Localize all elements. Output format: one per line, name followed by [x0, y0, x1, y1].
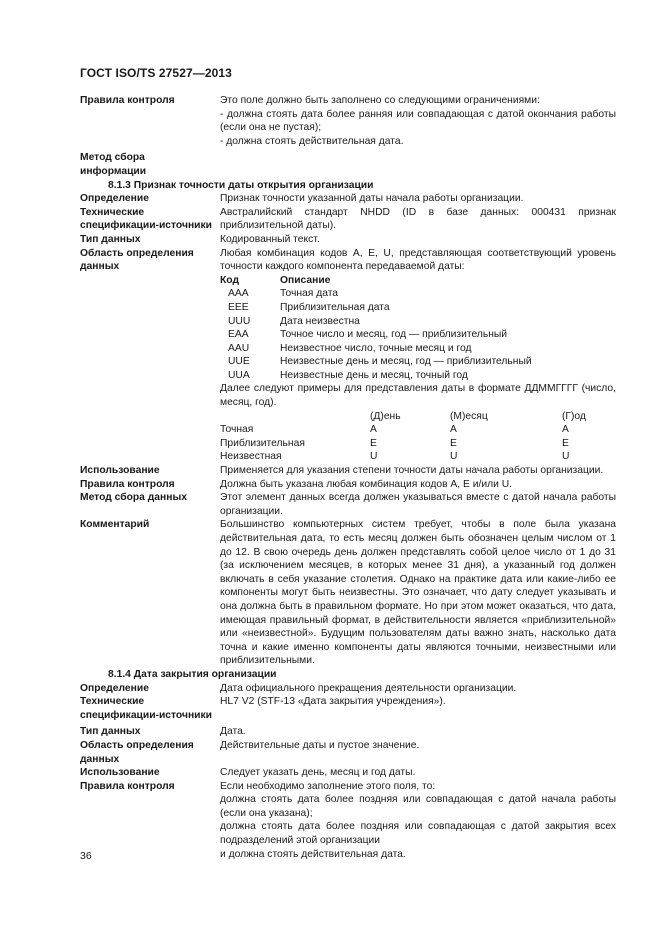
examples-header-cell: (М)есяц — [450, 410, 488, 422]
field-value: Должна быть указана любая комбинация кодов А, Е и/или U. — [220, 478, 513, 490]
field-value — [210, 151, 616, 178]
field-value — [220, 780, 616, 862]
field-label: Комментарий — [80, 519, 150, 531]
examples-header-cell — [220, 410, 370, 424]
field-tech-spec — [80, 695, 616, 722]
example-cell: A — [370, 424, 377, 436]
code-cell: AAA — [228, 288, 249, 300]
field-label: Правила контроля — [80, 95, 175, 106]
field-control-rules — [80, 94, 616, 148]
example-cell: E — [562, 437, 569, 449]
example-cell: U — [562, 451, 570, 463]
examples-header-cell: (Г)од — [562, 410, 586, 422]
field-label: Область определения данных — [80, 247, 194, 273]
example-cell: E — [370, 437, 377, 449]
field-value: Дата официального прекращения деятельности организации. — [220, 682, 517, 694]
code-cell: UUU — [228, 315, 251, 327]
code-desc: Дата неизвестна — [280, 315, 360, 327]
field-comment — [80, 518, 616, 668]
example-label: Точная — [220, 424, 254, 436]
rule-line: и должна стоять действительная дата. — [220, 848, 406, 860]
domain-text: Любая комбинация кодов А, Е, U, представляющая соответствующий уровень точности каждого компонента передаваемой даты: — [220, 247, 616, 273]
code-desc: Неизвестное число, точные месяц и год — [280, 342, 472, 354]
rule-line: должна стоять дата более поздняя или совпадающая с датой закрытия всех подразделений этой организации — [220, 821, 616, 847]
field-control-rules — [80, 478, 616, 492]
code-desc: Точная дата — [280, 288, 339, 300]
field-collection-method — [80, 151, 616, 178]
rule-line: - должна стоять действительная дата. — [220, 135, 404, 147]
field-label: Область определения данных — [80, 739, 194, 765]
example-cell: U — [370, 451, 378, 463]
field-value: Признак точности указанной даты начала работы организации. — [220, 193, 524, 205]
field-definition — [80, 682, 616, 696]
field-label: Правила контроля — [80, 780, 175, 792]
field-usage — [80, 766, 616, 780]
example-label: Приблизительная — [220, 437, 305, 449]
example-cell: U — [450, 451, 458, 463]
example-label: Неизвестная — [220, 451, 282, 463]
field-value — [220, 94, 616, 148]
field-value: Кодированный текст. — [220, 233, 320, 245]
field-value: Австралийский стандарт NHDD (ID в базе данных: 000431 признак приблизительной даты). — [220, 206, 616, 232]
field-value: Следует указать день, месяц и год даты. — [220, 767, 416, 779]
field-data-type — [80, 725, 616, 739]
field-label: Технические спецификации-источники — [80, 206, 212, 232]
field-usage — [80, 464, 616, 478]
examples-intro: Далее следуют примеры для представления даты в формате ДДММГГГГ (число, месяц, год). — [220, 383, 616, 409]
field-label: Использование — [80, 767, 160, 779]
field-data-domain — [80, 247, 616, 465]
field-value: HL7 V2 (STF-13 «Дата закрытия учреждения»). — [220, 696, 446, 708]
codes-header-desc: Описание — [280, 274, 331, 286]
code-cell: UUA — [228, 369, 250, 381]
rule-line: - должна стоять дата более ранняя или совпадающая с датой окончания работы (если она не пустая); — [220, 108, 616, 134]
field-label: Метод сбора информации — [80, 152, 147, 177]
code-cell: AAU — [228, 342, 250, 354]
field-label: Использование — [80, 465, 160, 477]
field-definition — [80, 192, 616, 206]
document-body — [80, 94, 616, 861]
field-label: Метод сбора данных — [80, 492, 187, 504]
field-label: Тип данных — [80, 726, 141, 738]
field-control-rules — [80, 780, 616, 862]
codes-header-code: Код — [220, 274, 239, 286]
page-number: 36 — [80, 850, 92, 862]
rule-line: Если необходимо заполнение этого поля, то: — [220, 780, 436, 792]
field-data-domain — [80, 739, 616, 766]
field-value — [220, 247, 616, 465]
code-cell: UUE — [228, 356, 250, 368]
field-label: Правила контроля — [80, 478, 175, 490]
rule-line: Это поле должно быть заполнено со следующими ограничениями: — [220, 95, 540, 106]
code-cell: EEE — [228, 301, 249, 313]
section-title: 8.1.3 Признак точности даты открытия организации — [108, 179, 374, 191]
code-desc: Неизвестные день и месяц, год — приблизительный — [280, 356, 532, 368]
example-cell: E — [450, 437, 457, 449]
field-label: Определение — [80, 193, 149, 205]
field-data-type — [80, 233, 616, 247]
document-header: ГОСТ ISO/TS 27527—2013 — [80, 66, 232, 80]
field-value: Применяется для указания степени точности даты начала работы организации. — [220, 465, 604, 477]
field-label: Тип данных — [80, 233, 141, 245]
code-desc: Неизвестные день и месяц, точный год — [280, 369, 468, 381]
section-title: 8.1.4 Дата закрытия организации — [108, 668, 277, 680]
field-value: Дата. — [220, 726, 246, 738]
examples-header-cell: (Д)ень — [370, 410, 401, 422]
field-label: Технические спецификации-источники — [80, 696, 212, 721]
codes-table — [220, 274, 616, 383]
field-value: Большинство компьютерных систем требует, чтобы в поле была указана действительная дата, то есть месяц должен быть обозначен целым числом от 1 до 12. В свою очередь день должен представлять собой целое число от 1 до 31 (за исключением месяцев, в которых менее 31 дня), а указанный год должен включать в себя указание столетия. Однако на практике дата или какие-либо ее компоненты могут быть неизвестны. Это означает, что дату следует указывать и она должна быть в правильном формате. Но при этом может оказаться, что дата, имеющая правильный формат, в действительности является «приблизительной» или «неизвестной». Будущим пользователям даты важно знать, насколько дата точна и какие именно компоненты даты являются точными, неизвестными или приблизительными. — [220, 519, 616, 667]
code-cell: EAA — [228, 329, 249, 341]
field-tech-spec — [80, 206, 616, 233]
rule-line: должна стоять дата более поздняя или совпадающая с датой начала работы (если она указана); — [220, 794, 616, 819]
example-cell: A — [562, 424, 569, 436]
code-desc: Точное число и месяц, год — приблизительный — [280, 329, 508, 341]
example-cell: A — [450, 424, 457, 436]
code-desc: Приблизительная дата — [280, 301, 390, 313]
field-value: Действительные даты и пустое значение. — [220, 739, 420, 751]
examples-table — [220, 410, 616, 464]
field-label: Определение — [80, 682, 149, 694]
field-collection-method — [80, 491, 616, 518]
field-value: Этот элемент данных всегда должен указываться вместе с датой начала работы организации. — [220, 492, 616, 517]
